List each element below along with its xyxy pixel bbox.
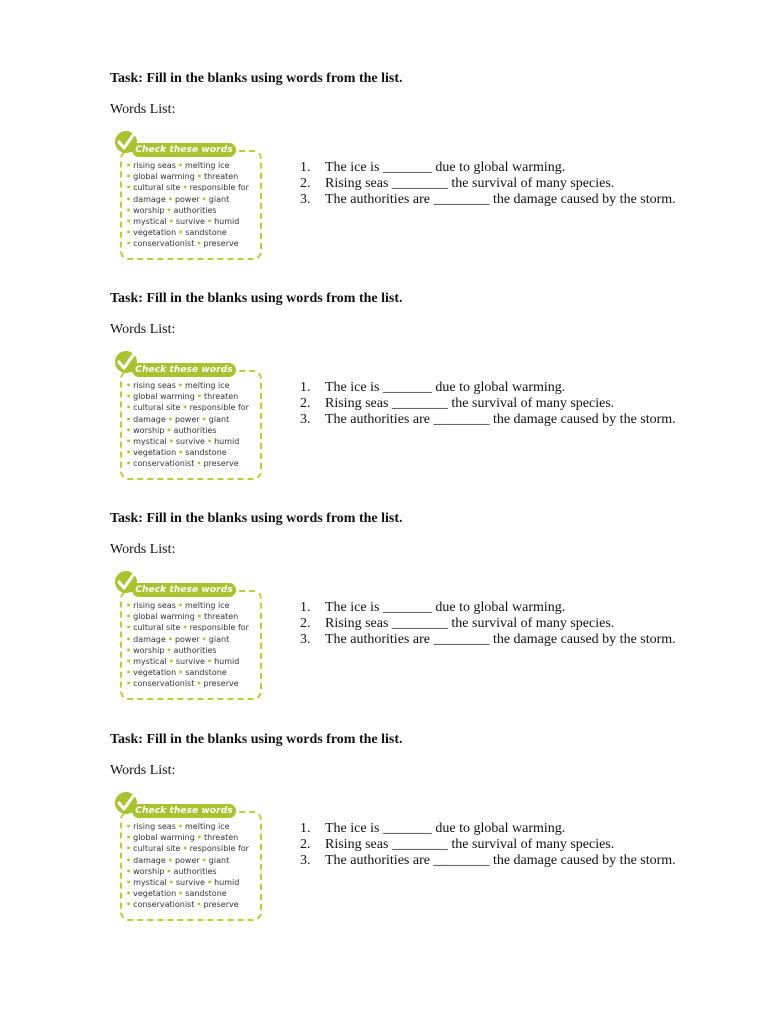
word-row	[124, 194, 249, 205]
word-row	[124, 855, 249, 866]
word-item: humid	[214, 657, 240, 667]
bullet-icon: •	[126, 679, 132, 689]
question-number: 1.	[300, 821, 311, 836]
word-item: worship	[133, 425, 165, 435]
question-item	[300, 380, 713, 396]
bullet-icon: •	[126, 601, 132, 610]
question-number: 3.	[300, 632, 311, 647]
word-item: conservationist	[133, 900, 195, 910]
bullet-icon: •	[177, 601, 184, 610]
bullet-icon: •	[126, 239, 132, 249]
bullet-icon: •	[166, 205, 172, 215]
bullet-icon: •	[126, 668, 132, 678]
word-item: global warming	[133, 392, 195, 402]
bullet-icon: •	[196, 392, 202, 402]
word-rows	[124, 821, 249, 911]
word-item: damage	[133, 855, 166, 865]
word-row	[124, 160, 249, 171]
bullet-icon: •	[196, 612, 202, 622]
bullet-icon: •	[182, 623, 188, 633]
question-number: 3.	[300, 192, 311, 207]
word-item: sandstone	[185, 228, 227, 238]
bullet-icon: •	[201, 194, 207, 204]
question-list	[300, 160, 713, 208]
bullet-icon: •	[126, 900, 132, 910]
question-text: The ice is _______ due to global warming.	[325, 600, 566, 615]
bullet-icon: •	[126, 381, 132, 390]
word-row	[124, 600, 249, 611]
word-row	[124, 436, 249, 447]
word-item: survive	[175, 878, 205, 888]
word-item: authorities	[173, 205, 217, 215]
word-item: rising seas	[133, 381, 176, 390]
bullet-icon: •	[167, 855, 173, 865]
words-list-label: Words List:	[110, 322, 176, 337]
word-rows	[124, 600, 249, 690]
question-list	[300, 600, 713, 648]
word-row	[124, 634, 249, 645]
bullet-icon: •	[126, 822, 132, 831]
bullet-icon: •	[206, 217, 213, 227]
word-item: worship	[133, 205, 165, 215]
bullet-icon: •	[196, 679, 202, 689]
bullet-icon: •	[126, 623, 132, 633]
task-section	[0, 290, 768, 500]
words-list-label: Words List:	[110, 542, 176, 557]
question-list	[300, 380, 713, 428]
question-text: Rising seas ________ the survival of many species.	[325, 396, 615, 411]
question-text: The ice is _______ due to global warming.	[325, 380, 566, 395]
task-title: Task: Fill in the blanks using words from the list.	[110, 71, 403, 86]
question-text: Rising seas ________ the survival of many species.	[325, 176, 615, 191]
bullet-icon: •	[126, 866, 132, 876]
word-item: worship	[133, 645, 165, 655]
bullet-icon: •	[168, 437, 174, 447]
question-item	[300, 600, 713, 616]
bullet-icon: •	[178, 228, 184, 238]
question-number: 3.	[300, 412, 311, 427]
bullet-icon: •	[168, 217, 174, 227]
question-number: 2.	[300, 616, 311, 631]
word-item: damage	[133, 414, 166, 424]
question-item	[300, 192, 713, 208]
word-item: global warming	[133, 612, 195, 622]
word-item: conservationist	[133, 679, 195, 689]
word-row	[124, 425, 249, 436]
word-item: mystical	[133, 878, 167, 888]
word-item: cultural site	[133, 183, 181, 193]
bullet-icon: •	[126, 634, 132, 644]
question-number: 1.	[300, 600, 311, 615]
word-row	[124, 447, 249, 458]
word-row	[124, 182, 249, 193]
word-item: humid	[214, 217, 240, 227]
bullet-icon: •	[182, 844, 188, 854]
task-title: Task: Fill in the blanks using words from the list.	[110, 291, 403, 306]
question-number: 3.	[300, 853, 311, 868]
bullet-icon: •	[126, 172, 132, 182]
word-item: survive	[175, 217, 205, 227]
word-item: power	[174, 414, 200, 424]
bullet-icon: •	[177, 822, 184, 831]
word-item: melting ice	[185, 601, 230, 610]
bullet-icon: •	[126, 403, 132, 413]
word-item: worship	[133, 866, 165, 876]
word-item: survive	[175, 657, 205, 667]
bullet-icon: •	[126, 833, 132, 843]
question-text: Rising seas ________ the survival of many species.	[325, 616, 615, 631]
task-title: Task: Fill in the blanks using words from the list.	[110, 511, 403, 526]
word-row	[124, 171, 249, 182]
word-item: damage	[133, 194, 166, 204]
question-item	[300, 176, 713, 192]
word-item: melting ice	[185, 822, 230, 831]
word-item: mystical	[133, 217, 167, 227]
word-item: vegetation	[133, 668, 177, 678]
bullet-icon: •	[182, 403, 188, 413]
bullet-icon: •	[126, 205, 132, 215]
bullet-icon: •	[206, 878, 213, 888]
bullet-icon: •	[196, 459, 202, 469]
word-item: threaten	[203, 833, 239, 843]
word-item: melting ice	[185, 381, 230, 390]
word-list-box	[114, 130, 266, 264]
word-row	[124, 832, 249, 843]
bullet-icon: •	[206, 437, 213, 447]
word-row	[124, 402, 249, 413]
word-item: power	[174, 855, 200, 865]
bullet-icon: •	[126, 844, 132, 854]
word-row	[124, 611, 249, 622]
question-text: The ice is _______ due to global warming.	[325, 160, 566, 175]
bullet-icon: •	[126, 889, 132, 899]
question-text: The authorities are ________ the damage caused by the storm.	[325, 412, 676, 427]
word-item: rising seas	[133, 822, 176, 831]
bullet-icon: •	[178, 448, 184, 458]
word-row	[124, 380, 249, 391]
bullet-icon: •	[126, 459, 132, 469]
word-item: responsible for	[189, 403, 249, 413]
bullet-icon: •	[126, 645, 132, 655]
word-item: damage	[133, 634, 166, 644]
bullet-icon: •	[177, 161, 184, 170]
word-row	[124, 667, 249, 678]
bullet-icon: •	[196, 239, 202, 249]
question-number: 2.	[300, 176, 311, 191]
word-item: authorities	[173, 645, 217, 655]
word-item: vegetation	[133, 228, 177, 238]
word-item: mystical	[133, 657, 167, 667]
word-item: humid	[214, 437, 240, 447]
word-item: conservationist	[133, 459, 195, 469]
question-item	[300, 616, 713, 632]
bullet-icon: •	[126, 217, 132, 227]
word-item: humid	[214, 878, 240, 888]
bullet-icon: •	[178, 668, 184, 678]
bullet-icon: •	[196, 900, 202, 910]
bullet-icon: •	[168, 657, 174, 667]
word-item: melting ice	[185, 161, 230, 170]
question-number: 2.	[300, 396, 311, 411]
word-item: responsible for	[189, 844, 249, 854]
word-item: cultural site	[133, 623, 181, 633]
word-item: sandstone	[185, 448, 227, 458]
bullet-icon: •	[126, 228, 132, 238]
word-item: vegetation	[133, 448, 177, 458]
task-section	[0, 510, 768, 720]
word-item: authorities	[173, 866, 217, 876]
word-row	[124, 391, 249, 402]
bullet-icon: •	[126, 183, 132, 193]
word-item: global warming	[133, 833, 195, 843]
bullet-icon: •	[201, 634, 207, 644]
bullet-icon: •	[178, 889, 184, 899]
word-row	[124, 205, 249, 216]
bullet-icon: •	[126, 414, 132, 424]
word-list-box	[114, 570, 266, 704]
word-item: preserve	[203, 679, 239, 689]
question-item	[300, 412, 713, 428]
word-box-header: Check these words	[132, 363, 236, 377]
bullet-icon: •	[126, 878, 132, 888]
word-row	[124, 843, 249, 854]
word-box-header: Check these words	[132, 804, 236, 818]
question-number: 2.	[300, 837, 311, 852]
bullet-icon: •	[126, 437, 132, 447]
word-item: rising seas	[133, 601, 176, 610]
word-row	[124, 216, 249, 227]
word-item: threaten	[203, 612, 239, 622]
bullet-icon: •	[201, 855, 207, 865]
bullet-icon: •	[206, 657, 213, 667]
bullet-icon: •	[126, 392, 132, 402]
word-list-box	[114, 791, 266, 925]
word-item: cultural site	[133, 844, 181, 854]
word-row	[124, 227, 249, 238]
bullet-icon: •	[167, 634, 173, 644]
bullet-icon: •	[168, 878, 174, 888]
question-item	[300, 853, 713, 869]
question-text: The authorities are ________ the damage caused by the storm.	[325, 192, 676, 207]
word-item: mystical	[133, 437, 167, 447]
word-item: giant	[208, 855, 230, 865]
word-item: power	[174, 634, 200, 644]
word-item: power	[174, 194, 200, 204]
word-item: rising seas	[133, 161, 176, 170]
word-box-header: Check these words	[132, 143, 236, 157]
question-list	[300, 821, 713, 869]
word-item: sandstone	[185, 889, 227, 899]
bullet-icon: •	[126, 161, 132, 170]
word-row	[124, 866, 249, 877]
bullet-icon: •	[167, 194, 173, 204]
word-row	[124, 656, 249, 667]
word-item: giant	[208, 414, 230, 424]
word-item: responsible for	[189, 183, 249, 193]
word-row	[124, 888, 249, 899]
word-row	[124, 414, 249, 425]
word-row	[124, 645, 249, 656]
task-section	[0, 70, 768, 280]
question-text: The authorities are ________ the damage caused by the storm.	[325, 632, 676, 647]
task-section	[0, 731, 768, 941]
bullet-icon: •	[167, 414, 173, 424]
word-item: giant	[208, 194, 230, 204]
words-list-label: Words List:	[110, 102, 176, 117]
word-item: preserve	[203, 900, 239, 910]
bullet-icon: •	[182, 183, 188, 193]
question-text: The authorities are ________ the damage caused by the storm.	[325, 853, 676, 868]
word-item: global warming	[133, 172, 195, 182]
bullet-icon: •	[126, 855, 132, 865]
bullet-icon: •	[126, 194, 132, 204]
word-row	[124, 458, 249, 469]
word-row	[124, 821, 249, 832]
word-row	[124, 877, 249, 888]
word-row	[124, 238, 249, 249]
word-item: threaten	[203, 172, 239, 182]
word-row	[124, 678, 249, 689]
words-list-label: Words List:	[110, 763, 176, 778]
task-title: Task: Fill in the blanks using words from the list.	[110, 732, 403, 747]
word-item: authorities	[173, 425, 217, 435]
word-item: preserve	[203, 459, 239, 469]
word-item: conservationist	[133, 239, 195, 249]
word-item: survive	[175, 437, 205, 447]
word-item: sandstone	[185, 668, 227, 678]
bullet-icon: •	[196, 172, 202, 182]
word-box-header: Check these words	[132, 583, 236, 597]
bullet-icon: •	[126, 657, 132, 667]
question-item	[300, 837, 713, 853]
bullet-icon: •	[196, 833, 202, 843]
word-list-box	[114, 350, 266, 484]
question-item	[300, 632, 713, 648]
word-item: cultural site	[133, 403, 181, 413]
word-item: vegetation	[133, 889, 177, 899]
question-text: The ice is _______ due to global warming.	[325, 821, 566, 836]
bullet-icon: •	[126, 448, 132, 458]
word-row	[124, 899, 249, 910]
word-item: threaten	[203, 392, 239, 402]
word-item: responsible for	[189, 623, 249, 633]
word-rows	[124, 380, 249, 470]
bullet-icon: •	[166, 425, 172, 435]
word-rows	[124, 160, 249, 250]
bullet-icon: •	[201, 414, 207, 424]
question-number: 1.	[300, 380, 311, 395]
question-number: 1.	[300, 160, 311, 175]
bullet-icon: •	[126, 425, 132, 435]
question-item	[300, 160, 713, 176]
question-text: Rising seas ________ the survival of many species.	[325, 837, 615, 852]
bullet-icon: •	[166, 866, 172, 876]
bullet-icon: •	[177, 381, 184, 390]
word-item: giant	[208, 634, 230, 644]
word-item: preserve	[203, 239, 239, 249]
bullet-icon: •	[126, 612, 132, 622]
question-item	[300, 396, 713, 412]
word-row	[124, 622, 249, 633]
question-item	[300, 821, 713, 837]
bullet-icon: •	[166, 645, 172, 655]
